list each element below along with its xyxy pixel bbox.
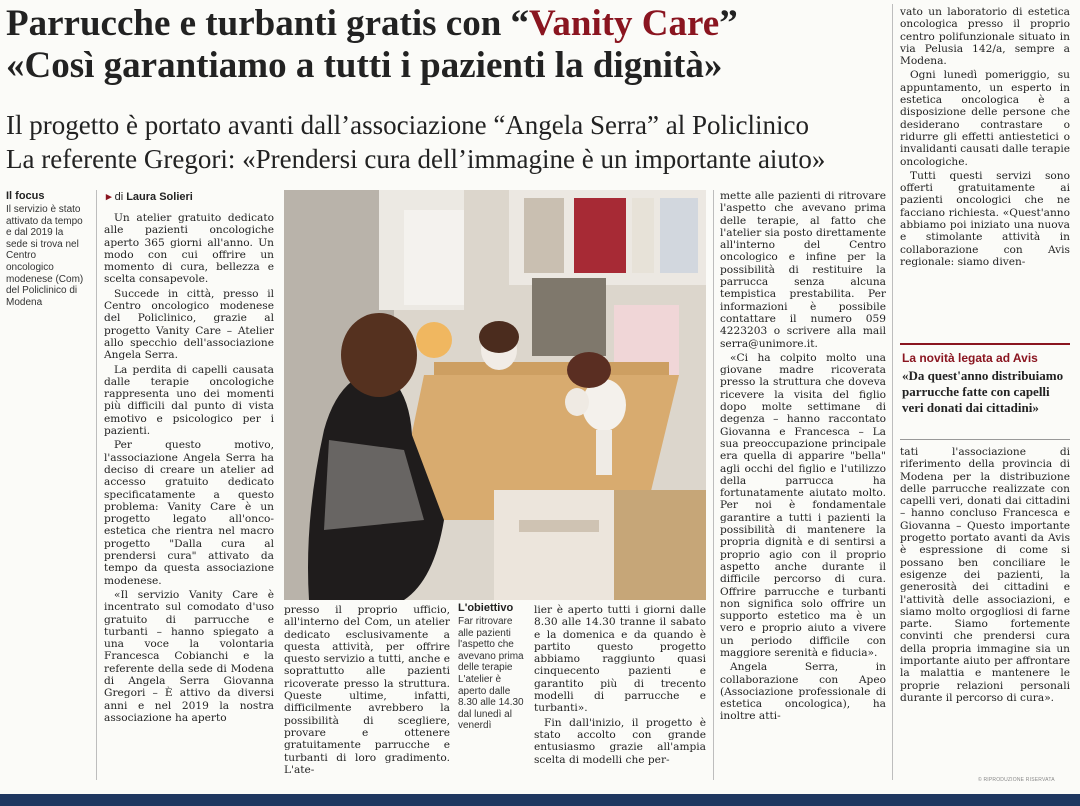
copyright-notice: © RIPRODUZIONE RISERVATA (978, 777, 1055, 783)
atelier-photo-illustration (284, 190, 706, 600)
paragraph: Fin dall'inizio, il progetto è stato accolto con grande entusiasmo grazie all'ampia scelta di modelli che per- (534, 716, 706, 766)
paragraph: presso il proprio ufficio, all'interno del Com, un atelier dedicato esclusivamente a questa attività, per offrire questo servizio a tutti, anche e soprattutto alle pazienti ricoverate presso la struttura. Queste ultime, infatti, difficilmente avrebbero la possibilità di scegliere, provare e ottenere gratuitamente parrucche e turbanti di loro gradimento. L'ate- (284, 604, 450, 776)
sidebox-bottom-rule (900, 439, 1070, 440)
subheadline-line1: Il progetto è portato avanti dall’associazione “Angela Serra” al Policlinico (6, 110, 809, 140)
article-column-5-top (900, 6, 1070, 268)
article-column-2 (284, 604, 450, 776)
paragraph: Per questo motivo, l'associazione Angela Serra ha deciso di creare un atelier ad accesso gratuito dedicato specificatamente a questo problema: Vanity Care è un progetto legato all'onco-estetica che rientra nel macro progetto "Dalla cura al prendersi cura" attivato da tempo da questa associazione modenese. (104, 439, 274, 587)
headline-line1: Parrucche e turbanti gratis con “Vanity Care” (6, 3, 738, 44)
headline-brand: Vanity Care (529, 3, 720, 44)
paragraph: Un atelier gratuito dedicato alle pazienti oncologiche aperto 365 giorni all'anno. Un modo con cui offrire un momento di cura, bellezza e scelta consapevole. (104, 212, 274, 286)
byline (106, 190, 193, 203)
paragraph: mette alle pazienti di ritrovare l'aspetto che avevano prima delle terapie, al fatto che l'atelier sia posto direttamente all'interno del Centro oncologico e infine per la possibilità di restituire la parrucca senza alcuna tempistica prestabilita. Per informazioni è possibile contattare il numero 059 4223203 o scrivere alla mail serra@unimore.it. (720, 190, 886, 350)
objective-box (458, 602, 526, 732)
column-separator (892, 4, 893, 780)
byline-marker: ▸ (106, 191, 115, 203)
sidebox-accent-rule (900, 343, 1070, 345)
paragraph: «Ci ha colpito molto una giovane madre ricoverata presso la struttura che doveva ricevere la visita del figlio dopo molte settimane di degenza – hanno raccontato Giovanna e Francesca – La sua preoccupazione principale era quella di apparire "bella" agli occhi del figlio e l'utilizzo della parrucca ha fortunatamente aiutato molto. Per noi è fondamentale garantire a tutti i pazienti la possibilità di mantenere la propria dignità e di sentirsi a proprio agio con il proprio aspetto anche durante il difficile percorso di cura. Offrire parrucche e turbanti non significa solo offrire un supporto estetico ma è un vero e proprio aiuto a vivere un periodo difficile con maggiore serenità e fiducia». (720, 351, 886, 659)
footer-bar (0, 794, 1080, 806)
sidebox-title: La novità legata ad Avis (902, 351, 1038, 365)
article-column-5-bottom (900, 446, 1070, 704)
paragraph: vato un laboratorio di estetica oncologica presso il proprio centro polifunzionale situato in via Pelusia 142/a, sempre a Modena. (900, 6, 1070, 68)
focus-body: Il servizio è stato attivato da tempo e dal 2019 la sede si trova nel Centro oncologico modenese (Com) del Policlinico di Modena (6, 204, 84, 308)
paragraph: La perdita di capelli causata dalle terapie oncologiche rappresenta uno dei momenti più difficili dal punto di vista emotivo e psicologico per i pazienti. (104, 363, 274, 438)
objective-body: Far ritrovare alle pazienti l'aspetto che avevano prima delle terapie L'atelier è aperto dalle 8.30 alle 14.30 dal lunedì al venerdì (458, 616, 524, 732)
subheadline-line2: La referente Gregori: «Prendersi cura dell’immagine è un importante aiuto» (6, 144, 826, 174)
byline-author: Laura Solieri (126, 191, 193, 203)
paragraph: Ogni lunedì pomeriggio, su appuntamento, un esperto in estetica oncologica è a disposizione delle persone che desiderano contrastare o ridurre gli effetti antiestetici o invalidanti causati dalle terapie oncologiche. (900, 69, 1070, 168)
headline-line2: «Così garantiamo a tutti i pazienti la dignità» (6, 45, 723, 86)
paragraph: Succede in città, presso il Centro oncologico modenese del Policlinico, grazie al progetto Vanity Care – Atelier allo specchio dell'associazione Angela Serra. (104, 287, 274, 362)
article-column-1 (104, 212, 274, 724)
focus-box (6, 190, 86, 308)
article-photo (284, 190, 706, 600)
column-separator (96, 190, 97, 780)
column-separator (713, 190, 714, 780)
objective-title: L'obiettivo (458, 602, 514, 614)
sidebox-quote: «Da quest'anno distribuiamo parrucche fatte con capelli veri donati dai cittadini» (902, 368, 1064, 415)
paragraph: Tutti questi servizi sono offerti gratuitamente ai pazienti oncologici che ne facciano richiesta. «Quest'anno abbiamo poi iniziato una nuova e stimolante attività in collaborazione con Avis regionale: siamo diven- (900, 169, 1070, 268)
focus-title: Il focus (6, 190, 45, 202)
article-column-4 (720, 190, 886, 723)
paragraph: tati l'associazione di riferimento della provincia di Modena per la distribuzione delle parrucche realizzate con capelli veri, donati dai cittadini – hanno concluso Francesca e Giovanna – Questo importante progetto portato avanti da Avis è espressione di come si possano ben conciliare le esigenze dei pazienti, la generosità dei cittadini e l'attività delle associazioni, e siamo molto orgogliosi di farne parte. Siamo fortemente convinti che prendersi cura della propria immagine sia un importante aiuto per affrontare la malattia e mantenere le proprie relazioni personali durante il percorso di cura». (900, 446, 1070, 704)
paragraph: lier è aperto tutti i giorni dalle 8.30 alle 14.30 tranne il sabato e la domenica e da quando è partito questo progetto abbiamo raggiunto quasi cinquecento pazienti e garantito più di trecento modelli di parrucche e turbanti». (534, 604, 706, 715)
article-column-3 (534, 604, 706, 766)
paragraph: Angela Serra, in collaborazione con Apeo (Associazione professionale di estetica oncologica), ha inoltre atti- (720, 661, 886, 723)
byline-prefix: di (114, 191, 127, 203)
paragraph: «Il servizio Vanity Care è incentrato sul comodato d'uso gratuito di parrucche e turbanti – hanno spiegato a una voce la volontaria Francesca Cobianchi e la referente della sede di Modena di Angela Serra Giovanna Gregori – È attivo da diversi anni e nel 2019 la nostra associazione ha aperto (104, 588, 274, 724)
